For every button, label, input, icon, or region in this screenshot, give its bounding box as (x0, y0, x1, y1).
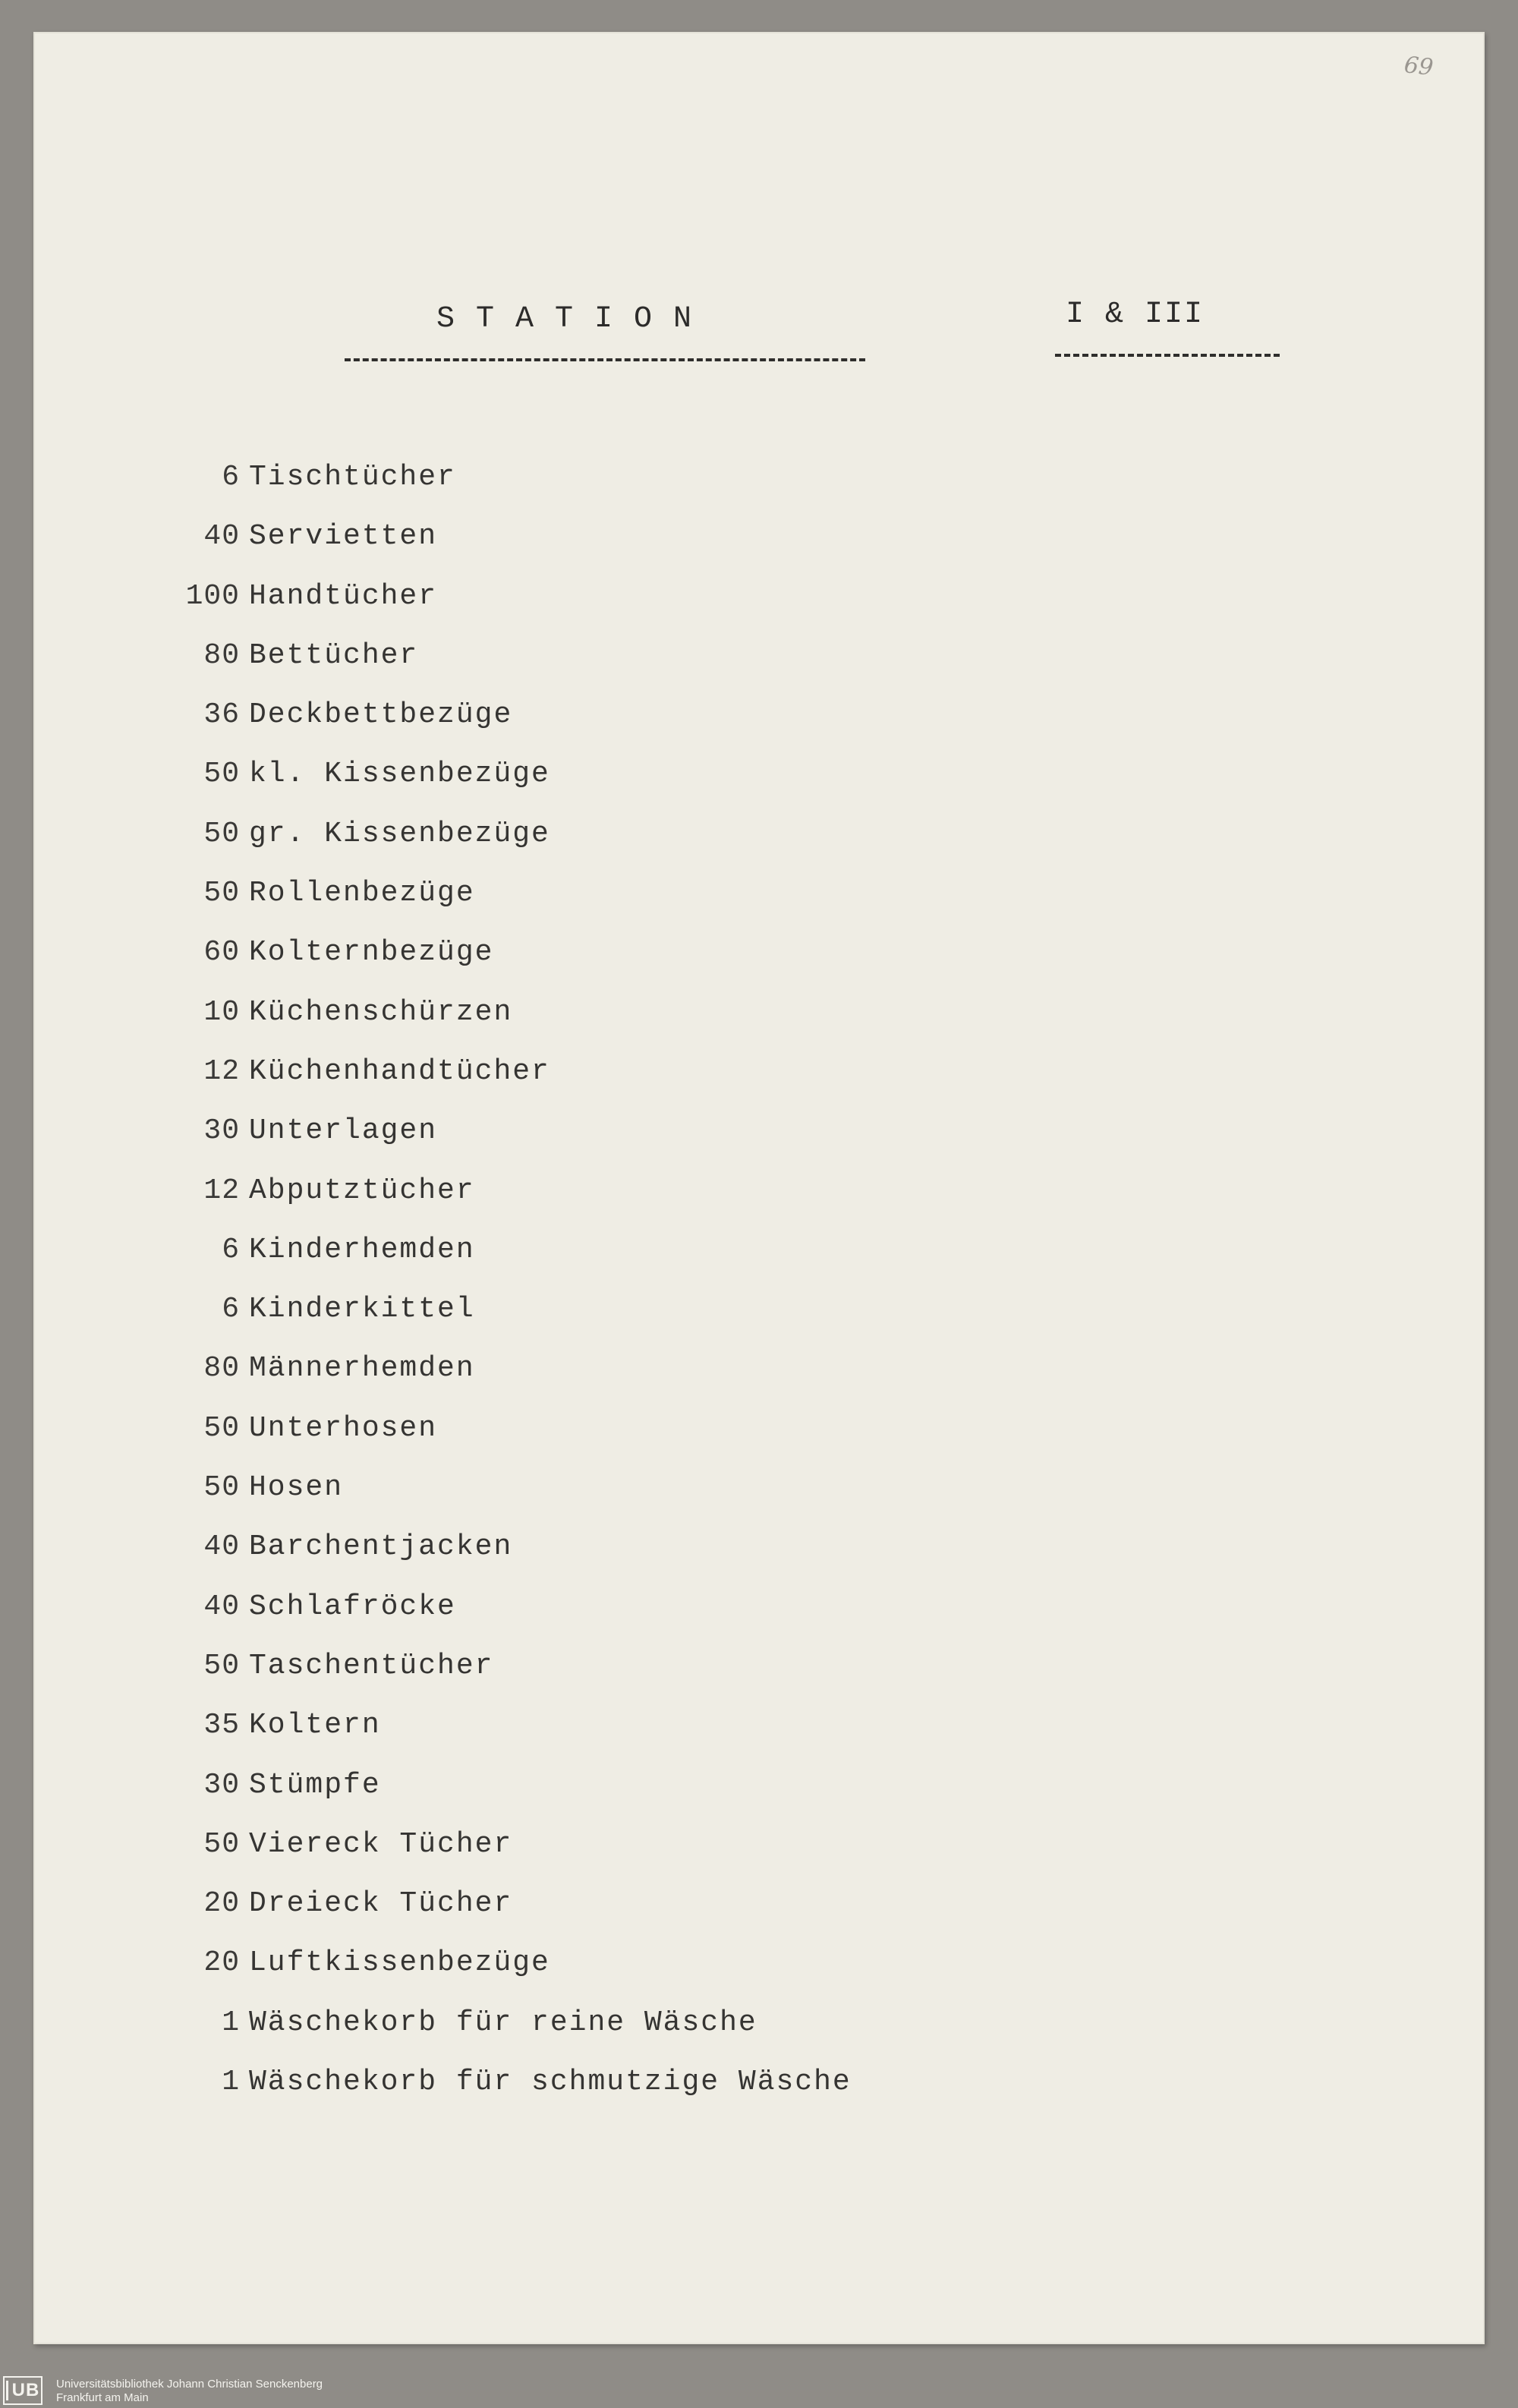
page-number: 69 (1403, 52, 1435, 81)
item-quantity: 50 (203, 1471, 240, 1505)
list-item (33, 626, 1248, 686)
item-quantity: 50 (203, 758, 240, 791)
station-heading: S T A T I O N (436, 302, 694, 336)
station-number: I & III (1066, 298, 1205, 332)
item-name: gr. Kissenbezüge (249, 817, 550, 850)
item-name: Küchenhandtücher (249, 1054, 550, 1088)
item-quantity: 35 (203, 1709, 240, 1742)
item-quantity: 30 (203, 1114, 240, 1148)
item-quantity: 40 (203, 1590, 240, 1623)
item-quantity: 1 (222, 2066, 240, 2099)
item-name: Wäschekorb für schmutzige Wäsche (249, 2066, 852, 2099)
item-quantity: 80 (203, 638, 240, 672)
library-logo (3, 2376, 323, 2405)
item-name: Kinderkittel (249, 1293, 475, 1326)
list-item (33, 805, 1248, 864)
item-quantity: 10 (203, 995, 240, 1029)
item-quantity: 1 (222, 2006, 240, 2039)
item-quantity: 40 (203, 520, 240, 553)
list-item (33, 1934, 1248, 1993)
item-name: Bettücher (249, 638, 419, 672)
item-quantity: 60 (203, 936, 240, 969)
item-quantity: 80 (203, 1352, 240, 1385)
item-quantity: 50 (203, 877, 240, 910)
item-quantity: 50 (203, 1827, 240, 1861)
item-quantity: 20 (203, 1946, 240, 1980)
list-item (33, 1161, 1248, 1221)
list-item (33, 1399, 1248, 1458)
item-name: Tischtücher (249, 461, 456, 493)
item-name: Kolternbezüge (249, 936, 494, 969)
list-item (33, 745, 1248, 804)
item-name: Schlafröcke (249, 1590, 456, 1623)
list-item (33, 507, 1248, 566)
list-item (33, 1042, 1248, 1102)
document-page (33, 32, 1485, 2344)
item-quantity: 50 (203, 817, 240, 850)
item-quantity: 100 (185, 579, 240, 613)
item-name: Dreieck Tücher (249, 1887, 513, 1921)
list-item (33, 983, 1248, 1042)
item-name: Taschentücher (249, 1649, 494, 1682)
item-quantity: 6 (222, 1233, 240, 1266)
item-name: Servietten (249, 520, 438, 553)
item-quantity: 36 (203, 698, 240, 732)
list-item (33, 1577, 1248, 1637)
list-item (33, 1339, 1248, 1398)
station-number-underline (1055, 354, 1280, 357)
item-name: Luftkissenbezüge (249, 1946, 550, 1980)
list-item (33, 1874, 1248, 1934)
footer-bar (0, 2365, 1518, 2408)
list-item (33, 2053, 1248, 2112)
list-item (33, 1280, 1248, 1339)
item-name: Kinderhemden (249, 1233, 475, 1266)
item-name: Barchentjacken (249, 1530, 513, 1564)
library-name-line1: Universitätsbibliothek Johann Christian Senckenberg (56, 2378, 323, 2391)
list-item (33, 1221, 1248, 1280)
item-name: Abputztücher (249, 1174, 475, 1207)
item-name: Handtücher (249, 579, 438, 613)
list-item (33, 1637, 1248, 1696)
item-quantity: 50 (203, 1411, 240, 1445)
item-name: Unterlagen (249, 1114, 438, 1148)
list-item (33, 1815, 1248, 1874)
list-item (33, 923, 1248, 982)
item-name: Stümpfe (249, 1768, 381, 1801)
item-name: Rollenbezüge (249, 877, 475, 910)
list-item (33, 1994, 1248, 2053)
item-name: Hosen (249, 1471, 344, 1505)
item-name: Männerhemden (249, 1352, 475, 1385)
item-name: Unterhosen (249, 1411, 438, 1445)
list-item (33, 686, 1248, 745)
item-quantity: 6 (222, 461, 240, 493)
list-item (33, 1458, 1248, 1518)
library-name (56, 2378, 323, 2405)
ub-logo-icon: UB (3, 2376, 43, 2405)
list-item (33, 1696, 1248, 1755)
item-name: Küchenschürzen (249, 995, 513, 1029)
list-item (33, 864, 1248, 923)
item-name: Deckbettbezüge (249, 698, 513, 732)
item-name: kl. Kissenbezüge (249, 758, 550, 791)
item-quantity: 40 (203, 1530, 240, 1564)
item-name: Koltern (249, 1709, 381, 1742)
station-heading-underline (345, 358, 865, 361)
list-item (33, 1102, 1248, 1161)
item-quantity: 50 (203, 1649, 240, 1682)
list-item (33, 1518, 1248, 1577)
inventory-list (33, 448, 1248, 2112)
item-quantity: 6 (222, 1293, 240, 1326)
item-quantity: 20 (203, 1887, 240, 1921)
item-name: Viereck Tücher (249, 1827, 513, 1861)
item-name: Wäschekorb für reine Wäsche (249, 2006, 757, 2039)
list-item (33, 567, 1248, 626)
library-name-line2: Frankfurt am Main (56, 2391, 149, 2404)
item-quantity: 12 (203, 1054, 240, 1088)
item-quantity: 12 (203, 1174, 240, 1207)
list-item (33, 448, 1248, 507)
item-quantity: 30 (203, 1768, 240, 1801)
list-item (33, 1756, 1248, 1815)
